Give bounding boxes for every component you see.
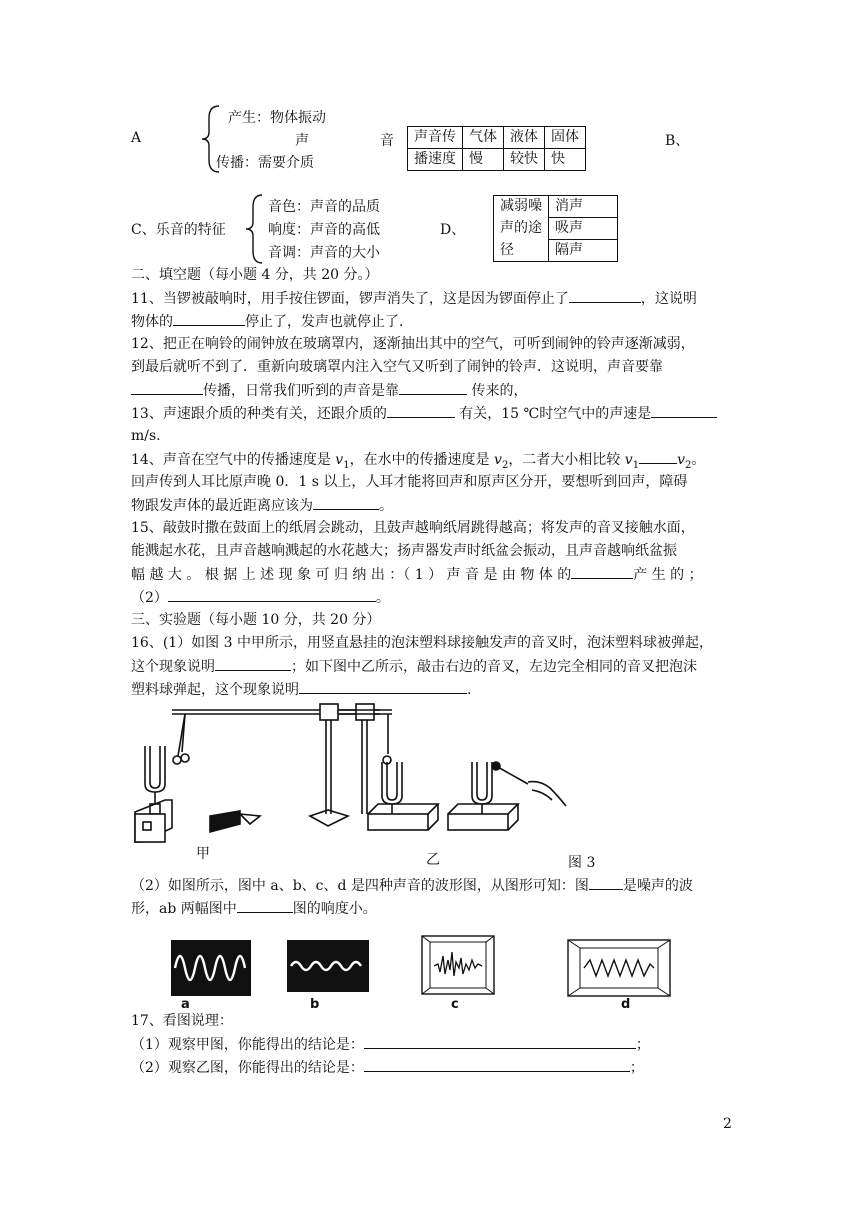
option-b-label: B、 bbox=[665, 133, 690, 149]
option-c-item-1: 音色：声音的品质 bbox=[268, 199, 380, 215]
q15-line-4: （2） 。 bbox=[131, 587, 390, 608]
speed-table-val-solid: 快 bbox=[545, 149, 586, 171]
figure-3-apparatus bbox=[130, 696, 570, 846]
option-a-spread: 传播：需要介质 bbox=[216, 155, 314, 171]
noise-table-left-1: 减弱噪 bbox=[494, 196, 549, 218]
q13-line-2: m/s. bbox=[131, 428, 161, 444]
q13-blank-2[interactable] bbox=[651, 403, 717, 418]
waveform-b bbox=[287, 940, 369, 992]
speed-table-col-liquid: 液体 bbox=[504, 127, 545, 149]
speed-table-header-1: 声音传 bbox=[408, 127, 463, 149]
q16-blank-3[interactable] bbox=[589, 875, 623, 890]
q14-line-1: 14、声音在空气中的传播速度是 $v_1$，在水中的传播速度是 $v_2$，二者大小相比较 $v_1$ $v_2$。 bbox=[131, 449, 705, 476]
figure-3-caption: 图 3 bbox=[568, 855, 596, 871]
q11-blank-2[interactable] bbox=[173, 311, 245, 326]
option-a-label: A bbox=[131, 130, 142, 146]
q17-line-1: （1）观察甲图，你能得出的结论是： ； bbox=[131, 1034, 650, 1055]
waveform-c bbox=[418, 934, 496, 998]
q16-line-1: 16、(1）如图 3 中甲所示，用竖直悬挂的泡沫塑料球接触发声的音叉时，泡沫塑料球被弹起， bbox=[131, 635, 713, 651]
q12-blank-2[interactable] bbox=[399, 380, 467, 395]
option-a-char1: 声 bbox=[295, 133, 309, 149]
waveform-c-label: c bbox=[451, 997, 459, 1012]
q14-line-2: 回声传到人耳比原声晚 0．1 s 以上，人耳才能将回声和原声区分开，要想听到回声，障碍 bbox=[131, 474, 688, 490]
option-d-label: D、 bbox=[440, 222, 466, 238]
q11-blank-1[interactable] bbox=[569, 288, 641, 303]
q14-blank-1[interactable] bbox=[639, 449, 677, 464]
q15-line-3: 幅 越 大 。 根 据 上 述 现 象 可 归 纳 出 ：（ 1 ） 声 音 是 由 物 体 的 产 生 的 ； bbox=[131, 564, 703, 585]
q16-blank-1[interactable] bbox=[215, 656, 291, 671]
section-2-heading: 二、填空题（每小题 4 分，共 20 分。） bbox=[131, 267, 379, 283]
q15-line-1: 15、敲鼓时撒在鼓面上的纸屑会跳动，且鼓声越响纸屑跳得越高；将发声的音叉接触水面， bbox=[131, 520, 695, 536]
noise-table-left-3: 径 bbox=[494, 240, 549, 262]
q13-line-1: 13、声速跟介质的种类有关，还跟介质的 有关，15 ℃时空气中的声速是 bbox=[131, 403, 717, 424]
figure-jia-label: 甲 bbox=[196, 846, 210, 862]
page-number: 2 bbox=[723, 1116, 732, 1132]
q16-blank-2[interactable] bbox=[299, 679, 467, 694]
noise-table-right-1: 消声 bbox=[549, 196, 618, 218]
section-3-heading: 三、实验题（每小题 10 分，共 20 分） bbox=[131, 612, 381, 628]
q17-title: 17、看图说理： bbox=[131, 1013, 233, 1029]
q12-line-1: 12、把正在响铃的闹钟放在玻璃罩内，逐渐抽出其中的空气，可听到闹钟的铃声逐渐减弱， bbox=[131, 336, 695, 352]
option-c-label: C、乐音的特征 bbox=[131, 222, 226, 238]
option-c-item-3: 音调：声音的大小 bbox=[268, 245, 380, 261]
q17-blank-1[interactable] bbox=[364, 1034, 636, 1049]
option-a-produce: 产生：物体振动 bbox=[228, 110, 326, 126]
q12-line-3: 传播，日常我们听到的声音是靠 传来的， bbox=[131, 380, 527, 401]
q16-part2-line-2: 形，ab 两幅图中 图的响度小。 bbox=[131, 898, 377, 919]
q16-part2-line-1: （2）如图所示，图中 a、b、c、d 是四种声音的波形图，从图形可知：图 是噪声的波 bbox=[131, 875, 693, 896]
speed-table bbox=[407, 126, 586, 171]
q13-blank-1[interactable] bbox=[387, 403, 455, 418]
q17-blank-2[interactable] bbox=[364, 1057, 630, 1072]
waveform-a bbox=[171, 940, 251, 996]
waveform-d bbox=[566, 938, 672, 998]
figure-yi-label: 乙 bbox=[426, 852, 440, 868]
q15-line-2: 能溅起水花，且声音越响溅起的水花越大；扬声器发声时纸盆会振动，且声音越响纸盆振 bbox=[131, 543, 677, 559]
q16-line-2: 这个现象说明 ；如下图中乙所示，敲击右边的音叉，左边完全相同的音叉把泡沫 bbox=[131, 656, 697, 677]
q12-blank-1[interactable] bbox=[131, 380, 203, 395]
waveform-a-label: a bbox=[181, 997, 190, 1012]
q15-blank-2[interactable] bbox=[168, 587, 376, 602]
speed-table-header-2: 播速度 bbox=[408, 149, 463, 171]
q14-blank-2[interactable] bbox=[313, 495, 379, 510]
waveform-d-label: d bbox=[621, 997, 631, 1012]
speed-table-val-liquid: 较快 bbox=[504, 149, 545, 171]
noise-table-left-2: 声的途 bbox=[494, 218, 549, 240]
option-c-brace bbox=[244, 193, 264, 265]
speed-table-col-solid: 固体 bbox=[545, 127, 586, 149]
q17-line-2: （2）观察乙图，你能得出的结论是： ； bbox=[131, 1057, 644, 1078]
q12-line-2: 到最后就听不到了．重新向玻璃罩内注入空气又听到了闹钟的铃声．这说明，声音要靠 bbox=[131, 359, 663, 375]
q15-blank-1[interactable] bbox=[571, 564, 633, 579]
q11-line-2: 物体的 停止了，发声也就停止了． bbox=[131, 311, 413, 332]
q11-line-1: 11、当锣被敲响时，用手按住锣面，锣声消失了，这是因为锣面停止了 ，这说明 bbox=[131, 288, 697, 309]
q14-line-3: 物跟发声体的最近距离应该为 。 bbox=[131, 495, 393, 516]
waveform-b-label: b bbox=[310, 997, 320, 1012]
option-a-char2: 音 bbox=[380, 133, 394, 149]
noise-table bbox=[493, 195, 618, 262]
noise-table-right-3: 隔声 bbox=[549, 240, 618, 262]
q16-line-3: 塑料球弹起，这个现象说明 . bbox=[131, 679, 471, 700]
noise-table-right-2: 吸声 bbox=[549, 218, 618, 240]
option-c-item-2: 响度：声音的高低 bbox=[268, 222, 380, 238]
q16-blank-4[interactable] bbox=[237, 898, 293, 913]
speed-table-val-gas: 慢 bbox=[463, 149, 504, 171]
speed-table-col-gas: 气体 bbox=[463, 127, 504, 149]
